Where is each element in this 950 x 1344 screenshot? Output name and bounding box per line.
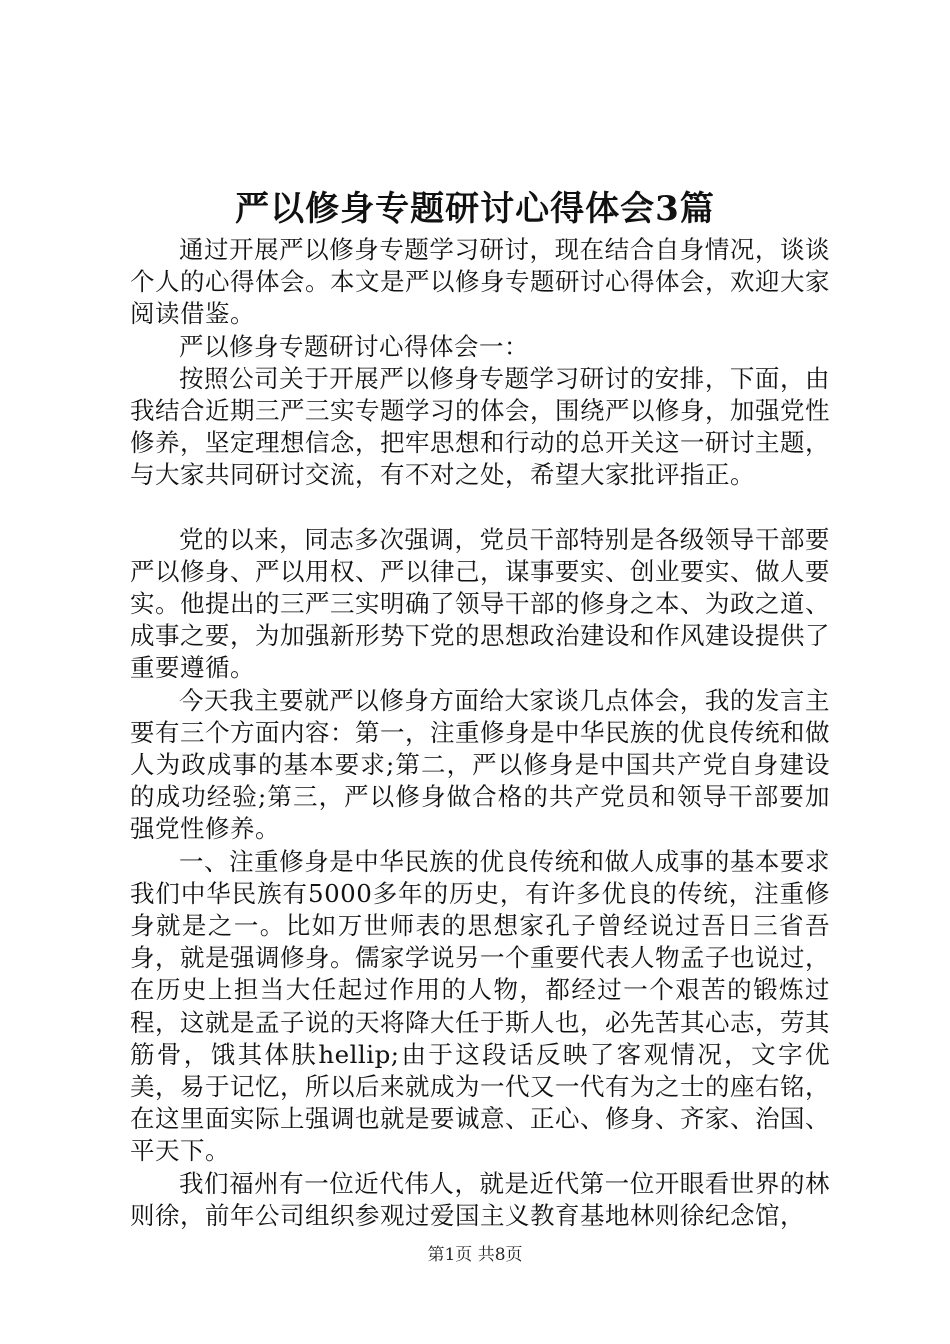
page-number-footer: 第1页 共8页 — [427, 1245, 523, 1265]
document-title: 严以修身专题研讨心得体会3篇 — [235, 189, 715, 229]
paragraph-three-stricts: 党的以来，同志多次强调，党员干部特别是各级领导干部要严以修身、严以用权、严以律己，谋事要实、创业要实、做人要实。他提出的三严三实明确了领导干部的修身之本、为政之道、成事之要，为加强新形势下党的思想政治建设和作风建设提供了重要遵循。 — [130, 524, 830, 683]
paragraph-intro: 通过开展严以修身专题学习研讨，现在结合自身情况，谈谈个人的心得体会。本文是严以修身专题研讨心得体会，欢迎大家阅读借鉴。 — [130, 235, 830, 329]
document-body — [130, 234, 830, 1232]
paragraph-lin-zexu: 我们福州有一位近代伟人，就是近代第一位开眼看世界的林则徐，前年公司组织参观过爱国主义教育基地林则徐纪念馆， — [130, 1168, 830, 1230]
paragraph-point-one: 一、注重修身是中华民族的优良传统和做人成事的基本要求我们中华民族有5000多年的历史，有许多优良的传统，注重修身就是之一。比如万世师表的思想家孔子曾经说过吾日三省吾身，就是强调修身。儒家学说另一个重要代表人物孟子也说过，在历史上担当大任起过作用的人物，都经过一个艰苦的锻炼过程，这就是孟子说的天将降大任于斯人也，必先苦其心志，劳其筋骨，饿其体肤hellip;由于这段话反映了客观情况，文字优美，易于记忆，所以后来就成为一代又一代有为之士的座右铭，在这里面实际上强调也就是要诚意、正心、修身、齐家、治国、平天下。 — [130, 846, 830, 1166]
paragraph-section-heading: 严以修身专题研讨心得体会一： — [179, 331, 529, 361]
paragraph-outline: 今天我主要就严以修身方面给大家谈几点体会，我的发言主要有三个方面内容：第一，注重修身是中华民族的优良传统和做人为政成事的基本要求;第二，严以修身是中国共产党自身建设的成功经验;第三，严以修身做合格的共产党员和领导干部要加强党性修养。 — [130, 685, 830, 844]
paragraph-opening: 按照公司关于开展严以修身专题学习研讨的安排，下面，由我结合近期三严三实专题学习的体会，围绕严以修身，加强党性修养，坚定理想信念，把牢思想和行动的总开关这一研讨主题，与大家共同研讨交流，有不对之处，希望大家批评指正。 — [130, 363, 830, 490]
